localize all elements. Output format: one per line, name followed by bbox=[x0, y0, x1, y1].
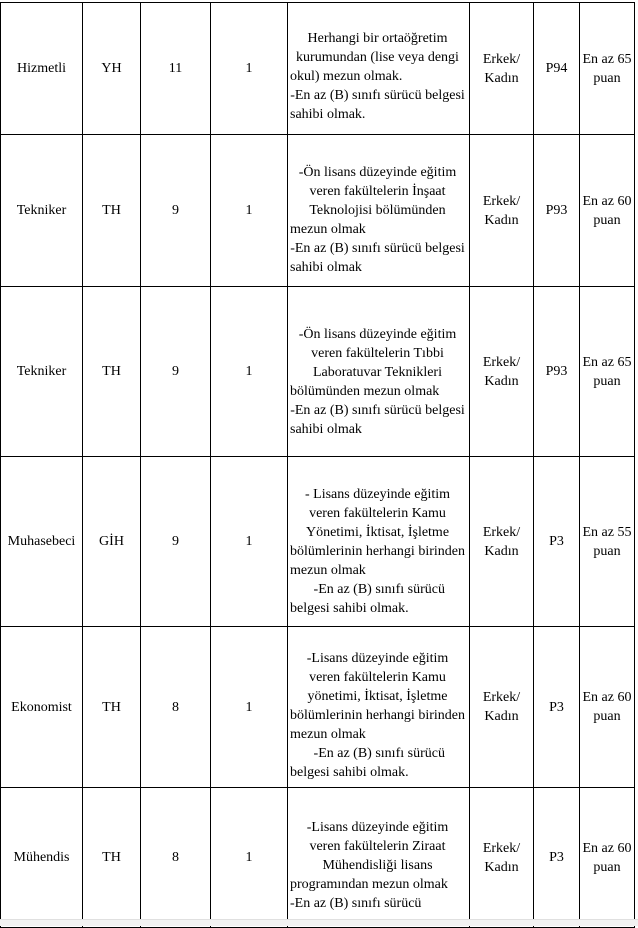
class-cell: TH bbox=[83, 627, 141, 788]
position-cell: Mühendis bbox=[1, 788, 83, 928]
grade-cell: 9 bbox=[141, 287, 211, 457]
kpss-cell: P93 bbox=[534, 287, 580, 457]
score-cell: En az 60 puan bbox=[580, 788, 635, 928]
requirement-line: -Ön lisans düzeyinde eğitim veren fakültelerin Tıbbi Laboratuvar Teknikleri bölümünden mezun olmak bbox=[290, 326, 457, 399]
grade-cell: 9 bbox=[141, 135, 211, 287]
count-cell: 1 bbox=[211, 135, 288, 287]
class-cell: YH bbox=[83, 3, 141, 135]
requirements-cell bbox=[288, 457, 470, 627]
table-row bbox=[1, 627, 635, 788]
kpss-cell: P3 bbox=[534, 788, 580, 928]
table-row bbox=[1, 457, 635, 627]
gender-cell: Erkek/ Kadın bbox=[470, 135, 534, 287]
requirement-line: -En az (B) sınıfı sürücü belgesi sahibi olmak. bbox=[290, 582, 449, 616]
score-cell: En az 65 puan bbox=[580, 3, 635, 135]
requirements-cell bbox=[288, 135, 470, 287]
page-bottom-edge bbox=[0, 919, 638, 926]
requirement-line: -En az (B) sınıfı sürücü belgesi sahibi olmak. bbox=[290, 88, 465, 122]
position-cell: Tekniker bbox=[1, 287, 83, 457]
score-cell: En az 60 puan bbox=[580, 135, 635, 287]
position-cell: Muhasebeci bbox=[1, 457, 83, 627]
requirements-cell bbox=[288, 287, 470, 457]
table-row bbox=[1, 135, 635, 287]
requirement-line: -Lisans düzeyinde eğitim veren fakültelerin Kamu yönetimi, İktisat, İşletme bölümlerinin herhangi birinden mezun olmak bbox=[290, 650, 465, 742]
grade-cell: 8 bbox=[141, 627, 211, 788]
grade-cell: 9 bbox=[141, 457, 211, 627]
requirement-line: -Ön lisans düzeyinde eğitim veren fakültelerin İnşaat Teknolojisi bölümünden mezun olmak bbox=[290, 164, 457, 237]
class-cell: TH bbox=[83, 788, 141, 928]
kpss-cell: P94 bbox=[534, 3, 580, 135]
positions-table bbox=[0, 2, 635, 928]
count-cell: 1 bbox=[211, 287, 288, 457]
position-cell: Tekniker bbox=[1, 135, 83, 287]
class-cell: TH bbox=[83, 287, 141, 457]
kpss-cell: P3 bbox=[534, 627, 580, 788]
class-cell: TH bbox=[83, 135, 141, 287]
requirements-cell bbox=[288, 3, 470, 135]
count-cell: 1 bbox=[211, 3, 288, 135]
table-row bbox=[1, 287, 635, 457]
gender-cell: Erkek/ Kadın bbox=[470, 3, 534, 135]
requirement-line: - Lisans düzeyinde eğitim veren fakültelerin Kamu Yönetimi, İktisat, İşletme bölümlerinin herhangi birinden mezun olmak bbox=[290, 487, 465, 578]
position-cell: Hizmetli bbox=[1, 3, 83, 135]
score-cell: En az 60 puan bbox=[580, 627, 635, 788]
score-cell: En az 55 puan bbox=[580, 457, 635, 627]
gender-cell: Erkek/ Kadın bbox=[470, 788, 534, 928]
class-cell: GİH bbox=[83, 457, 141, 627]
requirement-line: -En az (B) sınıfı sürücü belgesi sahibi olmak bbox=[290, 240, 465, 275]
requirement-line: Herhangi bir ortaöğretim kurumundan (lise veya dengi okul) mezun olmak. bbox=[290, 31, 459, 84]
position-cell: Ekonomist bbox=[1, 627, 83, 788]
table-row bbox=[1, 3, 635, 135]
grade-cell: 11 bbox=[141, 3, 211, 135]
requirements-cell bbox=[288, 788, 470, 928]
table-row bbox=[1, 788, 635, 928]
count-cell: 1 bbox=[211, 457, 288, 627]
count-cell: 1 bbox=[211, 788, 288, 928]
requirement-line: -En az (B) sınıfı sürücü belgesi sahibi olmak. bbox=[290, 745, 449, 780]
kpss-cell: P3 bbox=[534, 457, 580, 627]
requirements-cell bbox=[288, 627, 470, 788]
requirement-line: -En az (B) sınıfı sürücü bbox=[290, 896, 422, 911]
requirement-line: -Lisans düzeyinde eğitim veren fakültelerin Ziraat Mühendisliği lisans programından mezun olmak bbox=[290, 820, 449, 892]
score-cell: En az 65 puan bbox=[580, 287, 635, 457]
count-cell: 1 bbox=[211, 627, 288, 788]
gender-cell: Erkek/ Kadın bbox=[470, 627, 534, 788]
kpss-cell: P93 bbox=[534, 135, 580, 287]
gender-cell: Erkek/ Kadın bbox=[470, 287, 534, 457]
gender-cell: Erkek/ Kadın bbox=[470, 457, 534, 627]
grade-cell: 8 bbox=[141, 788, 211, 928]
requirement-line: -En az (B) sınıfı sürücü belgesi sahibi olmak bbox=[290, 402, 465, 437]
